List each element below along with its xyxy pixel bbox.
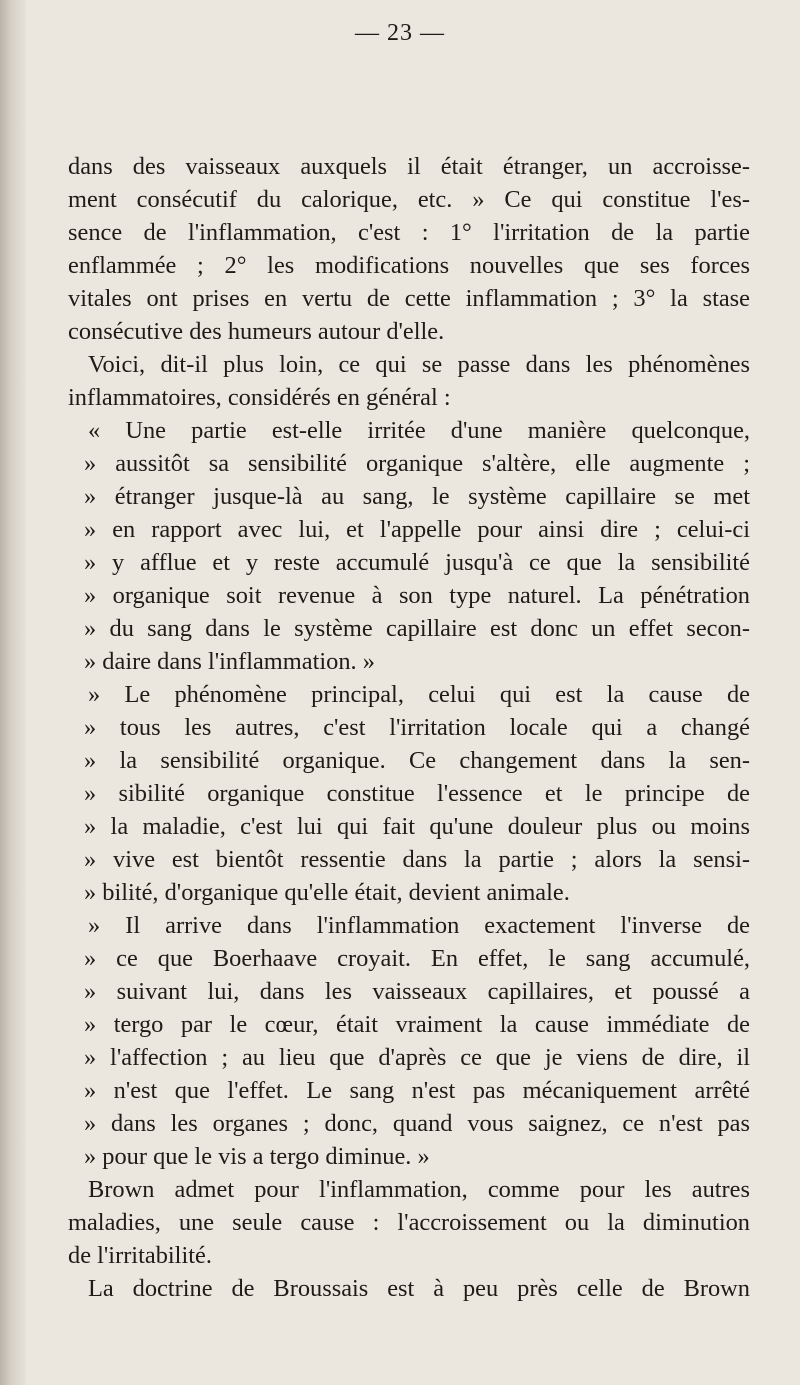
text-line: » l'affection ; au lieu que d'après ce que je viens de dire, il [84, 1044, 750, 1071]
text-line: de l'irritabilité. [68, 1242, 212, 1269]
text-line: » la maladie, c'est lui qui fait qu'une douleur plus ou moins [84, 813, 750, 840]
text-line: enflammée ; 2° les modifications nouvelles que ses forces [68, 252, 750, 279]
text-line: » la sensibilité organique. Ce changement dans la sen- [84, 747, 750, 774]
text-line: » bilité, d'organique qu'elle était, devient animale. [84, 879, 570, 906]
text-line: Brown admet pour l'inflammation, comme pour les autres [88, 1176, 750, 1203]
text-line: » tergo par le cœur, était vraiment la cause immédiate de [84, 1011, 750, 1038]
text-line: » vive est bientôt ressentie dans la partie ; alors la sensi- [84, 846, 750, 873]
text-line: » ce que Boerhaave croyait. En effet, le sang accumulé, [84, 945, 750, 972]
text-line: » étranger jusque-là au sang, le système capillaire se met [84, 483, 750, 510]
text-line: « Une partie est-elle irritée d'une manière quelconque, [88, 417, 750, 444]
text-line: vitales ont prises en vertu de cette inflammation ; 3° la stase [68, 285, 750, 312]
text-line: sence de l'inflammation, c'est : 1° l'irritation de la partie [68, 219, 750, 246]
text-line: maladies, une seule cause : l'accroissement ou la diminution [68, 1209, 750, 1236]
text-line: » en rapport avec lui, et l'appelle pour ainsi dire ; celui-ci [84, 516, 750, 543]
text-line: » y afflue et y reste accumulé jusqu'à ce que la sensibilité [84, 549, 750, 576]
text-line: » Le phénomène principal, celui qui est la cause de [88, 681, 750, 708]
text-line: » du sang dans le système capillaire est donc un effet secon- [84, 615, 750, 642]
text-line: » dans les organes ; donc, quand vous saignez, ce n'est pas [84, 1110, 750, 1137]
text-line: La doctrine de Broussais est à peu près celle de Brown [88, 1275, 750, 1302]
text-line: » pour que le vis a tergo diminue. » [84, 1143, 430, 1170]
text-line: inflammatoires, considérés en général : [68, 384, 451, 411]
page-number: — 23 — [355, 20, 445, 46]
text-line: ment consécutif du calorique, etc. » Ce qui constitue l'es- [68, 186, 750, 213]
text-line: dans des vaisseaux auxquels il était étranger, un accroisse- [68, 153, 750, 180]
text-line: » tous les autres, c'est l'irritation locale qui a changé [84, 714, 750, 741]
text-line: » daire dans l'inflammation. » [84, 648, 375, 675]
text-line: consécutive des humeurs autour d'elle. [68, 318, 445, 345]
text-line: » Il arrive dans l'inflammation exactement l'inverse de [88, 912, 750, 939]
text-line: Voici, dit-il plus loin, ce qui se passe dans les phénomènes [88, 351, 750, 378]
text-line: » suivant lui, dans les vaisseaux capillaires, et poussé a [84, 978, 750, 1005]
text-line: » n'est que l'effet. Le sang n'est pas mécaniquement arrêté [84, 1077, 750, 1104]
text-line: » organique soit revenue à son type naturel. La pénétration [84, 582, 750, 609]
text-line: » aussitôt sa sensibilité organique s'altère, elle augmente ; [84, 450, 750, 477]
text-line: » sibilité organique constitue l'essence et le principe de [84, 780, 750, 807]
